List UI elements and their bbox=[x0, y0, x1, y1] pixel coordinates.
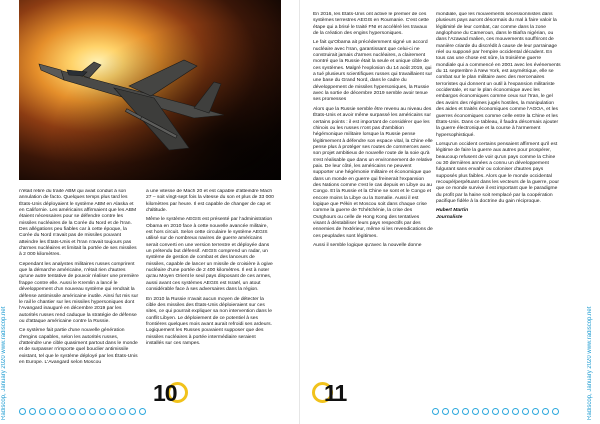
author-name: Hubert Martin bbox=[436, 208, 469, 214]
circle-dot-icon bbox=[502, 408, 509, 415]
fighter-jet-photo bbox=[19, 0, 281, 180]
side-publication-text: Radiscop, January 2020 www.radiscop.net bbox=[1, 306, 7, 420]
side-publication-text: Radiscop, January 2020 www.radiscop.net bbox=[587, 306, 593, 420]
circle-dot-icon bbox=[532, 408, 539, 415]
circle-dot-icon bbox=[512, 408, 519, 415]
author-role: Journaliste bbox=[436, 214, 463, 220]
fighter-jet-icon bbox=[19, 0, 281, 180]
paragraph: Cependant les analystes militaires russes comprirent que la démarche américaine, n'était rien d'autres qu'une autre tentative de pouvoir réaliser une première frappe contre elle. Aussi le Kremlin a lancé le développement d'un nouveau système qui rendrait la défense antimissile américaine inutile. Ainsi fut mis sur le rail le chantier sur les missiles hypersoniques dont l'Avangard inauguré en décembre 2019 par les autorités russes rend caduque la stratégie de défense ou d'attaque américaine contre la Russie. bbox=[19, 261, 139, 324]
paragraph: En 2016, les États-Unis ont activé le premier de ces systèmes terrestres AEGIS en Roumanie. C'est cette étape qui a brisé le traité FNI et accéléré les travaux de la création des engins hypersoniques. bbox=[313, 12, 429, 37]
circle-dot-icon bbox=[452, 408, 459, 415]
right-column-2 bbox=[436, 12, 561, 288]
paragraph: Alors que la Russie semble être revenu au niveau des États-Unis et avoir même surpassé les américains sur certains points : il est important de considérer que les chinois ou les russes n'ont pas d'ambition hégémonique militaire lorsque la Russie pense légitimement à défendre son espace vital, la Chine elle pense plus à protéger ses routes de commerces avec son projet ambitieux de nouvelle route de la soie qu'à s'est réalisable que dans un environnement de relative paix. De leur côté, les américains ne peuvent supporter une hégémonie militaire et économique que dans un monde en guerre qui freinerait l'expansion des Nations comme c'est le cas depuis en Libye ou au Congo. Et la Russie et la Chine se sont et le Congo et encore moins la Libye ou la Somalie. Aussi il est logique que Pékin et Moscou soit dans chaque crise comme la guerre de Tchétchénie, la crise des Ouïghours ou celle de Hong Kong des tentatives visant à déstabiliser leurs pays respectifs par des ennemies de l'extérieur, même si les revendications de ces peuplades sont légitimes. bbox=[313, 106, 433, 239]
circle-dot-icon bbox=[59, 408, 66, 415]
right-page bbox=[300, 0, 600, 424]
page-number: 10 bbox=[153, 380, 177, 406]
circle-dot-icon bbox=[482, 408, 489, 415]
circle-dot-icon bbox=[79, 408, 86, 415]
paragraph: Ce système fait partie d'une nouvelle génération d'engins capables, selon les autorités russes, d'atteindre une cible quasiment partout dans le monde et de surpasser n'importe quel bouclier antimissile existant, tel que le système déployé par les États-Unis en Europe. L'Avangard selon Moscou bbox=[19, 328, 138, 365]
circle-dot-icon bbox=[69, 408, 76, 415]
paragraph: Le fait qu'Obama ait précédemment signé un accord nucléaire avec l'Iran, garantissant que celui-ci ne construirait jamais d'armes nucléaires, a clairement montré que la Russie était la seule et unique cible de ces systèmes. Malgré l'explosion du 14 août 2019, qui a tué plusieurs scientifiques russes qui travaillaient sur une base du Grand Nord, dans le cadre du développement de missiles hypersoniques, la Russie avec la sortie de décembre 2019 semble avoir tenue ses promesses bbox=[313, 40, 433, 103]
paragraph: Aussi il semble logique qu'avec la nouvelle donne bbox=[313, 243, 422, 249]
circle-dot-icon bbox=[129, 408, 136, 415]
paragraph: Lorsqu'un occident certains pensaient affirment qu'il est légitime de faire la guerre aux autres pour prospérer, beaucoup refusent de voir qu'un pays comme la Chine ou 30 dernières années a connu un développement fulgurant sans envahir ou coloniser d'autres pays supposés plus faibles. Alors que le monde occidental recoupé/perpétuant dans les vecteurs de la guerre, pour que ce monde survive il est important que le paradigme du profit par la haine soit remplacé par la coopération pacifique fidèle à la doctrine du gain réciproque. bbox=[436, 141, 559, 204]
circle-dot-icon bbox=[462, 408, 469, 415]
circle-dot-icon bbox=[472, 408, 479, 415]
circle-dot-icon bbox=[109, 408, 116, 415]
paragraph: mondiale, que les mouvements sécessionnistes dans plusieurs pays auront désormais du mal à faire valoir la légitimité de leur combat, car comme dans la zone anglophone du Cameroun, dans le Biafra nigérian, ou dans l'Azawad malien, ces mouvements souffriront de manière criarde du discrédit à cause de leur parrainage réel ou supposé par l'empire occidental décadent. En tous cas une chose est sûre, la troisième guerre mondiale qui a commencé en 2001 avec les événements du 11 septembre à New York, est asymétrique, elle se combat sur le plan militaire avec des mercenaires terroristes qui donnent un outil à l'expansion militariste occidentale, et sur le plan économique avec les embargos économiques comme ceux sur l'Iran, le gel des avoirs des régimes jugés hostiles, la manipulation des aides et traités économiques comme l'AGOA, et les guerres économiques comme celle entre la Chine et les États-Unis. Dans ce tableau, il faudra désormais ajouter la guerre électronique et la course à l'armement hypersophistiqué. bbox=[436, 12, 561, 138]
circle-dot-icon bbox=[19, 408, 26, 415]
circle-dot-icon bbox=[39, 408, 46, 415]
paragraph: a une vitesse de Mach 20 et est capable d'atteindre Mach 27 – soit vingt-sept fois la vitesse du son et plus de 33 000 kilomètres par heure. Il est capable de changer de cap et d'altitude. bbox=[146, 189, 274, 214]
circle-dot-icon bbox=[442, 408, 449, 415]
dots-decoration bbox=[432, 408, 559, 416]
circle-dot-icon bbox=[542, 408, 549, 415]
left-column-2 bbox=[146, 189, 274, 411]
left-column-1 bbox=[19, 189, 139, 411]
circle-dot-icon bbox=[89, 408, 96, 415]
circle-dot-icon bbox=[99, 408, 106, 415]
circle-dot-icon bbox=[29, 408, 36, 415]
circle-dot-icon bbox=[552, 408, 559, 415]
page-number: 11 bbox=[324, 380, 347, 406]
circle-dot-icon bbox=[432, 408, 439, 415]
paragraph: Même le système AEGIS est présenté par l'administration Obama en 2010 face à cette nouvelle avancée militaire, est hors circuit. Selon cette circulaire le système AEGIS utilisé sur de nombreux navires de guerre américains serait converti en une version terrestre et déployée dans un prétendu but défensif. AEGIS comprend un radar, un système de gestion de combat et des lanceurs de missiles, capable de lancer un missile de croisière à ogive nucléaire d'une portée de 2 400 kilomètres. Il est à noter qu'au Moyen Orient le seul pays disposant de ces armes, aussi avant ces systèmes AEGIS est Israël, un atout considérable face à ses adversaires dans la région. bbox=[146, 217, 273, 293]
paragraph: n'était retiré du traité ABM qui avait conduit à son annulation de facto. Quelques temps plus tard les États-Unis déployaient le système ABM en Alaska et en Californie. Les américains affirmaient que les ABM étaient nécessaires pour se défendre contre les missiles nucléaires de la Corée du Nord et de l'Iran. Des allégations peu fiables car à cette époque, la Corée du Nord n'avait pas de missiles pouvant atteindre les États-Unis et l'Iran n'avait toujours pas d'armes nucléaires et limitait la portée de ses missiles à 2 000 kilomètres. bbox=[19, 189, 137, 258]
circle-dot-icon bbox=[119, 408, 126, 415]
circle-dot-icon bbox=[522, 408, 529, 415]
circle-dot-icon bbox=[49, 408, 56, 415]
dots-decoration bbox=[19, 408, 146, 416]
right-column-1 bbox=[313, 12, 433, 288]
circle-dot-icon bbox=[139, 408, 146, 415]
circle-dot-icon bbox=[492, 408, 499, 415]
paragraph: En 2010 la Russie n'avait aucun moyen de détecter la cible des missiles des États-Unis déploieraient sur ces sites, ce qui pourrait expliquer sa non intervention dans le conflit Libyen. Le déploiement de ce potentiel à ses frontières quelques mois avant aurait refroidi ses ardeurs. Logiquement les Russes pouvaient supposer que des missiles nucléaires à portée intermédiaire seraient installés sur ces rampes. bbox=[146, 296, 272, 346]
